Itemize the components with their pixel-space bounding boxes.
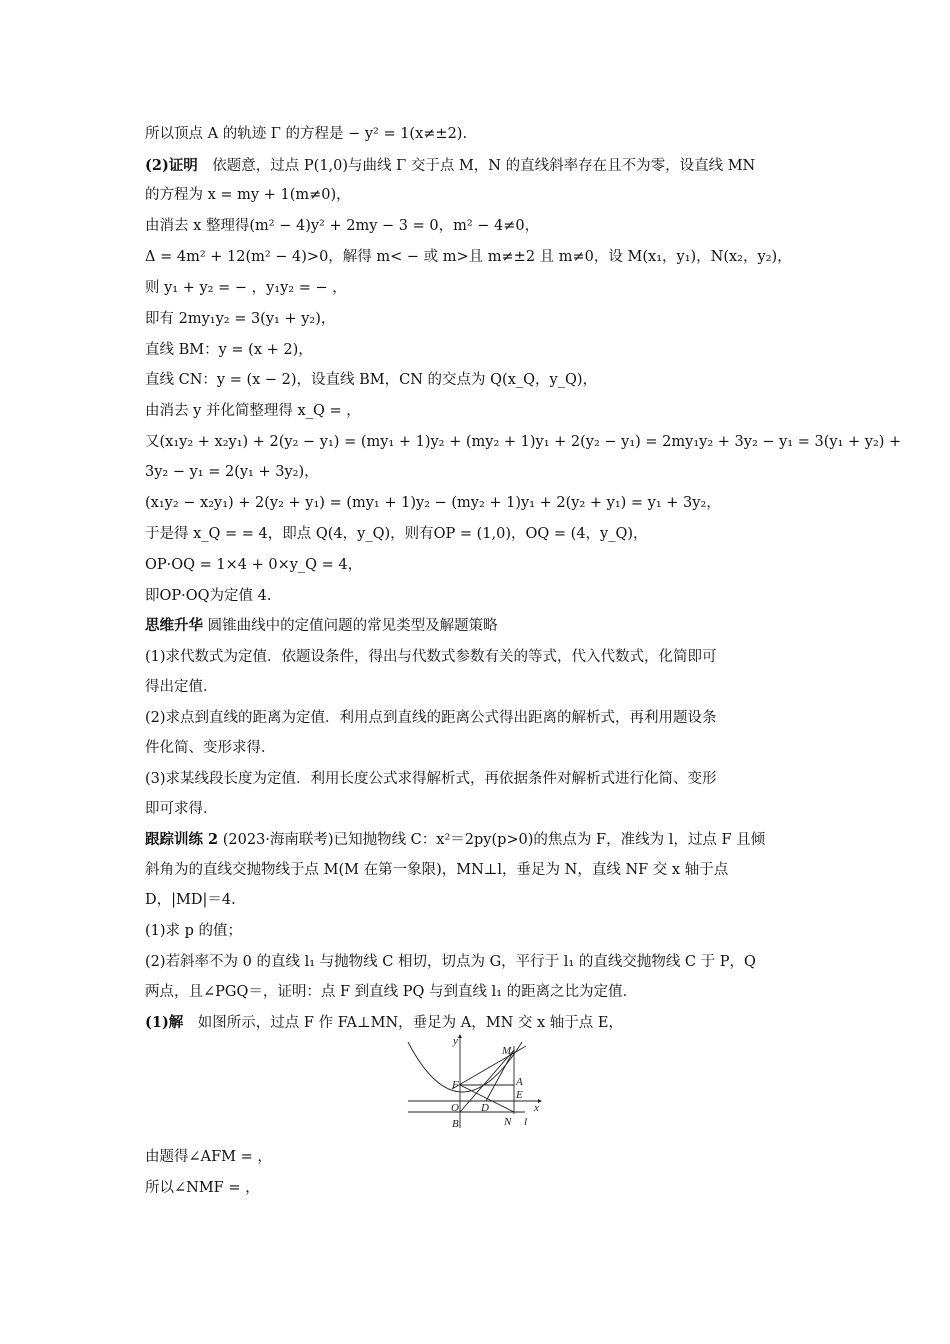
text-line: (1)求代数式为定值．依题设条件，得出与代数式参数有关的等式，代入代数式，化简即可: [145, 649, 717, 665]
label-M: M: [502, 1045, 512, 1057]
text-line: (1)求 p 的值；: [145, 923, 243, 939]
text-line: 的方程为 x = my + 1(m≠0)，: [145, 187, 351, 203]
text-line: 又(x₁y₂ + x₂y₁) + 2(y₂ − y₁) = (my₁ + 1)y₂ + (my₂ + 1)y₁ + 2(y₂ − y₁) = 2my₁y₂ + 3y₂ − y₁ = 3(y₁ + y₂) +: [145, 434, 902, 450]
label-x: x: [534, 1102, 539, 1114]
text-line: 直线 BM：y = (x + 2)，: [145, 342, 313, 358]
label-E: E: [516, 1089, 523, 1101]
label-O: O: [451, 1102, 459, 1114]
text-line: 得出定值．: [145, 679, 218, 695]
line-FM: [452, 1046, 526, 1089]
text-line: (2)证明 依题意，过点 P(1,0)与曲线 Γ 交于点 M，N 的直线斜率存在且不为零，设直线 MN: [145, 157, 756, 174]
label-l: l: [524, 1116, 528, 1128]
text-line: D，|MD|＝4.: [145, 892, 236, 908]
text-line: 即有 2my₁y₂ = 3(y₁ + y₂)，: [145, 311, 336, 327]
text-line: 于是得 x_Q = = 4，即点 Q(4，y_Q)，则有OP = (1,0)，OQ = (4，y_Q)，: [145, 526, 648, 542]
text-line: 3y₂ − y₁ = 2(y₁ + 3y₂)，: [145, 464, 319, 480]
text-line: 由消去 x 整理得(m² − 4)y² + 2my − 3 = 0，m² − 4≠0，: [145, 218, 540, 234]
text-line: 由题得∠AFM = ，: [145, 1149, 272, 1165]
label-y: y: [453, 1035, 458, 1047]
text-line: (1)解 如图所示，过点 F 作 FA⊥MN，垂足为 A，MN 交 x 轴于点 E，: [145, 1014, 623, 1031]
label-D: D: [481, 1102, 489, 1114]
text-line: 件化简、变形求得．: [145, 740, 276, 756]
text-line: OP·OQ = 1×4 + 0×y_Q = 4，: [145, 557, 363, 573]
parabola-figure: [400, 1032, 550, 1132]
text-line: 则 y₁ + y₂ = − ，y₁y₂ = − ，: [145, 280, 347, 296]
text-line: 斜角为的直线交抛物线于点 M(M 在第一象限)，MN⊥l，垂足为 N，直线 NF 交 x 轴于点: [145, 862, 729, 878]
text-line: 即可求得．: [145, 801, 218, 817]
label-F: F: [452, 1079, 459, 1091]
text-line: 即OP·OQ为定值 4.: [145, 588, 272, 604]
exercise-heading: 跟踪训练 2 (2023·海南联考)已知抛物线 C：x²＝2py(p>0)的焦点为 F，准线为 l，过点 F 且倾: [145, 831, 766, 848]
label-A: A: [516, 1076, 523, 1088]
text-line: 所以∠NMF = ，: [145, 1180, 260, 1196]
text-line: 所以顶点 A 的轨迹 Γ 的方程是 − y² = 1(x≠±2).: [145, 126, 468, 142]
text-line: (2)若斜率不为 0 的直线 l₁ 与抛物线 C 相切，切点为 G，平行于 l₁ 的直线交抛物线 C 于 P，Q: [145, 954, 756, 970]
section-heading: 思维升华 圆锥曲线中的定值问题的常见类型及解题策略: [145, 617, 498, 634]
text-line: (2)求点到直线的距离为定值．利用点到直线的距离公式得出距离的解析式，再利用题设条: [145, 710, 717, 726]
text-line: 由消去 y 并化简整理得 x_Q = ，: [145, 403, 361, 419]
y-axis-arrow: [458, 1034, 462, 1038]
text-line: 直线 CN：y = (x − 2)，设直线 BM，CN 的交点为 Q(x_Q，y_Q)，: [145, 372, 597, 388]
label-B: B: [452, 1118, 459, 1130]
label-N: N: [504, 1116, 512, 1128]
text-line: Δ = 4m² + 12(m² − 4)>0，解得 m< − 或 m>且 m≠±2 且 m≠0，设 M(x₁，y₁)，N(x₂，y₂)，: [145, 249, 792, 265]
text-line: (x₁y₂ − x₂y₁) + 2(y₂ + y₁) = (my₁ + 1)y₂ − (my₂ + 1)y₁ + 2(y₂ + y₁) = y₁ + 3y₂，: [145, 495, 721, 511]
line-MD: [486, 1050, 514, 1101]
text-line: 两点，且∠PGQ＝，证明：点 F 到直线 PQ 与到直线 l₁ 的距离之比为定值．: [145, 984, 638, 1000]
text-line: (3)求某线段长度为定值．利用长度公式求得解析式，再依据条件对解析式进行化简、变形: [145, 771, 717, 787]
